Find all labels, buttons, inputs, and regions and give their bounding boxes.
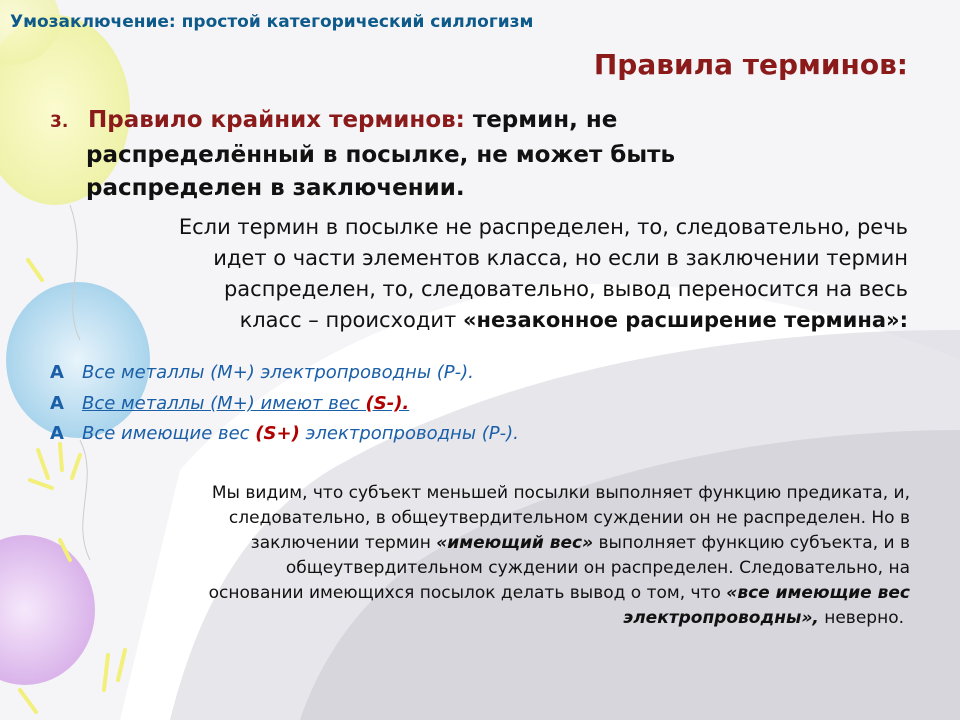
rule-statement bbox=[50, 104, 790, 205]
header-prefix: Умозаключение: bbox=[10, 12, 176, 32]
note-line bbox=[88, 531, 910, 556]
note-line: Мы видим, что субъект меньшей посылки выполняет функцию предиката, и, bbox=[211, 483, 910, 503]
premise-text: Все металлы (М+) имеют вес bbox=[82, 393, 366, 414]
premise-text: Все металлы (М+) электропроводны (Р-). bbox=[82, 362, 474, 383]
note-text: неверно. bbox=[818, 608, 904, 628]
rule-number: 3. bbox=[50, 112, 69, 132]
judgment-type-label: A bbox=[50, 423, 64, 444]
explanation-line bbox=[90, 305, 908, 336]
explanation-paragraph bbox=[90, 212, 908, 336]
note-text: основании имеющихся посылок делать вывод о том, что bbox=[208, 583, 727, 603]
explanation-line: идет о части элементов класса, но если в заключении термин bbox=[213, 246, 908, 270]
syllogism-minor-premise bbox=[50, 393, 750, 414]
rule-text-line3: распределен в заключении. bbox=[86, 175, 465, 201]
conclusion-text-pre: Все имеющие вес bbox=[82, 423, 256, 444]
syllogism-major-premise bbox=[50, 362, 750, 383]
term-mark: (S-). bbox=[365, 393, 410, 414]
rule-text-line2: распределённый в посылке, не может быть bbox=[86, 142, 676, 168]
note-text: выполняет функцию субъекта, и в bbox=[593, 533, 910, 553]
illegal-extension-term: «незаконное расширение термина»: bbox=[462, 308, 908, 332]
note-line bbox=[88, 606, 910, 631]
explanation-line: распределен, то, следовательно, вывод переносится на весь bbox=[223, 277, 908, 301]
conclusion-text-post: электропроводны (Р-). bbox=[299, 423, 519, 444]
explanation-line: Если термин в посылке не распределен, то, следовательно, речь bbox=[178, 215, 908, 239]
breadcrumb-header bbox=[10, 12, 533, 32]
note-text: заключении термин bbox=[250, 533, 437, 553]
note-line: общеутвердительном суждении он распределен. Следовательно, на bbox=[285, 558, 910, 578]
term-mark: (S+) bbox=[255, 423, 300, 444]
note-line: следовательно, в общеутвердительном суждении он не распределен. Но в bbox=[228, 508, 910, 528]
note-bold-term: электропроводны», bbox=[623, 608, 819, 628]
slide-title: Правила терминов: bbox=[593, 48, 908, 81]
note-bold-term: «имеющий вес» bbox=[436, 533, 594, 553]
header-text: простой категорический силлогизм bbox=[175, 12, 534, 32]
note-bold-term: «все имеющие вес bbox=[726, 583, 910, 603]
explanation-line4-text: класс – происходит bbox=[239, 308, 463, 332]
note-line bbox=[88, 581, 910, 606]
judgment-type-label: A bbox=[50, 393, 64, 414]
syllogism-conclusion bbox=[50, 423, 750, 444]
rule-text-line1: термин, не bbox=[464, 107, 618, 133]
analysis-note bbox=[88, 481, 910, 631]
rule-name: Правило крайних терминов: bbox=[88, 107, 465, 133]
judgment-type-label: A bbox=[50, 362, 64, 383]
